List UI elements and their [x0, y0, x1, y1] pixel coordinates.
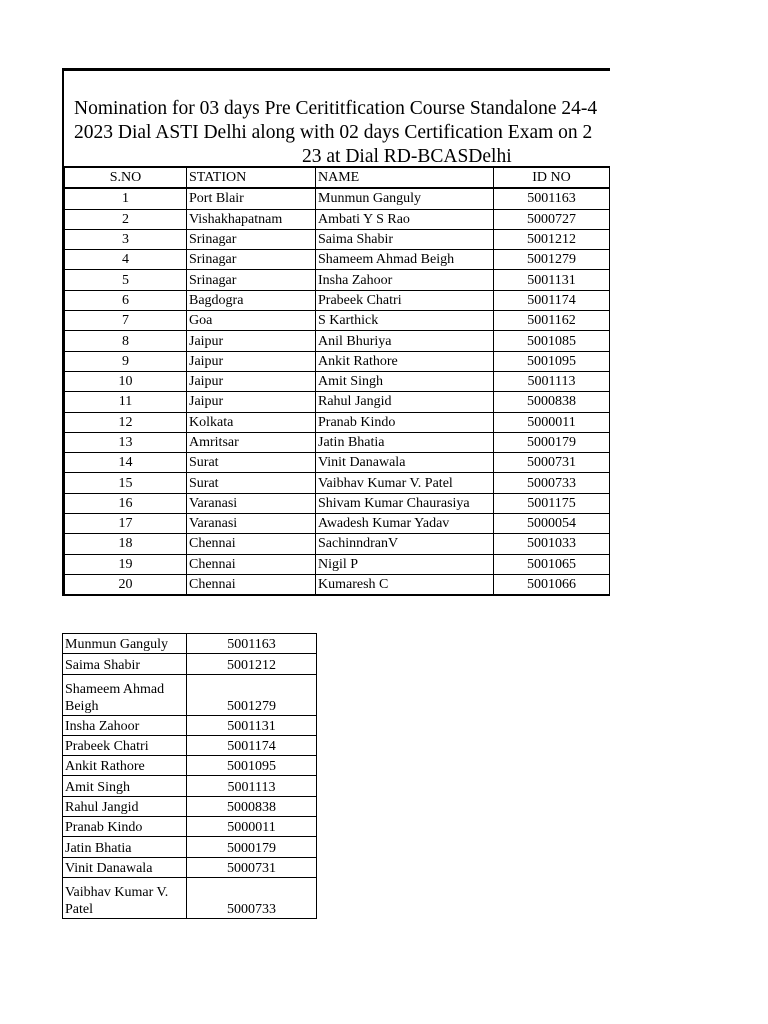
- cell-sno: 17: [65, 514, 187, 534]
- secondary-name: Vaibhav Kumar V. Patel: [63, 877, 187, 918]
- cell-sno: 1: [65, 188, 187, 209]
- secondary-name: Munmun Ganguly: [63, 634, 187, 654]
- list-item: [63, 654, 317, 674]
- table-row: [65, 331, 610, 351]
- secondary-name: Vinit Danawala: [63, 857, 187, 877]
- cell-id: 5000727: [494, 209, 610, 229]
- cell-id: 5001131: [494, 270, 610, 290]
- cell-station: Jaipur: [187, 351, 316, 371]
- cell-name: Saima Shabir: [316, 229, 494, 249]
- table-row: [65, 514, 610, 534]
- table-body: [65, 188, 610, 595]
- cell-station: Jaipur: [187, 331, 316, 351]
- list-item: [63, 674, 317, 715]
- table-row: [65, 270, 610, 290]
- cell-id: 5001163: [494, 188, 610, 209]
- table-row: [65, 290, 610, 310]
- table-row: [65, 493, 610, 513]
- cell-id: 5001033: [494, 534, 610, 554]
- secondary-id: 5001113: [187, 776, 317, 796]
- title-line-3: 23 at Dial RD-BCASDelhi: [302, 146, 512, 166]
- cell-sno: 9: [65, 351, 187, 371]
- cell-sno: 3: [65, 229, 187, 249]
- secondary-name: Pranab Kindo: [63, 817, 187, 837]
- cell-sno: 20: [65, 574, 187, 595]
- table-header-row: [65, 167, 610, 188]
- cell-station: Chennai: [187, 534, 316, 554]
- cell-station: Jaipur: [187, 392, 316, 412]
- table-row: [65, 473, 610, 493]
- cell-name: Pranab Kindo: [316, 412, 494, 432]
- cell-id: 5001113: [494, 371, 610, 391]
- secondary-id: 5000179: [187, 837, 317, 857]
- list-item: [63, 877, 317, 918]
- cell-id: 5001162: [494, 311, 610, 331]
- cell-station: Chennai: [187, 574, 316, 595]
- cell-sno: 12: [65, 412, 187, 432]
- list-item: [63, 756, 317, 776]
- cell-station: Port Blair: [187, 188, 316, 209]
- cell-id: 5000054: [494, 514, 610, 534]
- list-item: [63, 837, 317, 857]
- cell-sno: 11: [65, 392, 187, 412]
- secondary-table: [62, 633, 317, 919]
- secondary-id: 5001163: [187, 634, 317, 654]
- secondary-id: 5001174: [187, 735, 317, 755]
- cell-id: 5001066: [494, 574, 610, 595]
- cell-station: Goa: [187, 311, 316, 331]
- cell-sno: 2: [65, 209, 187, 229]
- header-sno: S.NO: [65, 167, 187, 188]
- cell-station: Jaipur: [187, 371, 316, 391]
- cell-station: Vishakhapatnam: [187, 209, 316, 229]
- cell-station: Bagdogra: [187, 290, 316, 310]
- secondary-name: Saima Shabir: [63, 654, 187, 674]
- table-row: [65, 432, 610, 452]
- secondary-id: 5001279: [187, 674, 317, 715]
- cell-id: 5001085: [494, 331, 610, 351]
- cell-id: 5000733: [494, 473, 610, 493]
- table-row: [65, 351, 610, 371]
- secondary-name: Shameem Ahmad Beigh: [63, 674, 187, 715]
- list-item: [63, 817, 317, 837]
- cell-name: Amit Singh: [316, 371, 494, 391]
- cell-name: SachinndranV: [316, 534, 494, 554]
- cell-name: Kumaresh C: [316, 574, 494, 595]
- list-item: [63, 776, 317, 796]
- cell-name: Vinit Danawala: [316, 453, 494, 473]
- cell-sno: 10: [65, 371, 187, 391]
- secondary-name: Rahul Jangid: [63, 796, 187, 816]
- cell-sno: 6: [65, 290, 187, 310]
- cell-sno: 19: [65, 554, 187, 574]
- table-row: [65, 412, 610, 432]
- list-item: [63, 735, 317, 755]
- secondary-id: 5000838: [187, 796, 317, 816]
- list-item: [63, 715, 317, 735]
- cell-name: Prabeek Chatri: [316, 290, 494, 310]
- secondary-id: 5001131: [187, 715, 317, 735]
- secondary-name: Ankit Rathore: [63, 756, 187, 776]
- table-row: [65, 188, 610, 209]
- cell-id: 5001212: [494, 229, 610, 249]
- header-station: STATION: [187, 167, 316, 188]
- title-line-2: 2023 Dial ASTI Delhi along with 02 days Certification Exam on 2: [74, 122, 593, 143]
- cell-id: 5001095: [494, 351, 610, 371]
- table-row: [65, 574, 610, 595]
- table-row: [65, 534, 610, 554]
- cell-sno: 8: [65, 331, 187, 351]
- cell-station: Srinagar: [187, 229, 316, 249]
- nomination-block: [62, 68, 610, 596]
- secondary-name: Prabeek Chatri: [63, 735, 187, 755]
- cell-station: Amritsar: [187, 432, 316, 452]
- cell-name: Insha Zahoor: [316, 270, 494, 290]
- secondary-id: 5000731: [187, 857, 317, 877]
- header-id: ID NO: [494, 167, 610, 188]
- secondary-id: 5000011: [187, 817, 317, 837]
- header-name: NAME: [316, 167, 494, 188]
- cell-id: 5000179: [494, 432, 610, 452]
- cell-id: 5000838: [494, 392, 610, 412]
- cell-name: Awadesh Kumar Yadav: [316, 514, 494, 534]
- secondary-table-body: [63, 634, 317, 919]
- title-line-1: Nomination for 03 days Pre Cerititfication Course Standalone 24-4: [74, 98, 598, 119]
- cell-id: 5001175: [494, 493, 610, 513]
- cell-sno: 7: [65, 311, 187, 331]
- secondary-name: Insha Zahoor: [63, 715, 187, 735]
- table-row: [65, 392, 610, 412]
- cell-sno: 4: [65, 250, 187, 270]
- cell-station: Srinagar: [187, 250, 316, 270]
- secondary-id: 5001095: [187, 756, 317, 776]
- cell-sno: 13: [65, 432, 187, 452]
- table-row: [65, 371, 610, 391]
- secondary-id: 5000733: [187, 877, 317, 918]
- cell-id: 5001279: [494, 250, 610, 270]
- cell-name: Vaibhav Kumar V. Patel: [316, 473, 494, 493]
- cell-station: Surat: [187, 473, 316, 493]
- cell-name: Ankit Rathore: [316, 351, 494, 371]
- cell-station: Surat: [187, 453, 316, 473]
- list-item: [63, 796, 317, 816]
- secondary-name: Jatin Bhatia: [63, 837, 187, 857]
- cell-name: Shameem Ahmad Beigh: [316, 250, 494, 270]
- cell-station: Srinagar: [187, 270, 316, 290]
- table-row: [65, 250, 610, 270]
- table-row: [65, 209, 610, 229]
- cell-id: 5001174: [494, 290, 610, 310]
- list-item: [63, 634, 317, 654]
- cell-station: Kolkata: [187, 412, 316, 432]
- cell-station: Chennai: [187, 554, 316, 574]
- cell-name: S Karthick: [316, 311, 494, 331]
- cell-sno: 15: [65, 473, 187, 493]
- cell-sno: 16: [65, 493, 187, 513]
- table-row: [65, 554, 610, 574]
- secondary-name: Amit Singh: [63, 776, 187, 796]
- cell-id: 5000731: [494, 453, 610, 473]
- cell-name: Anil Bhuriya: [316, 331, 494, 351]
- cell-name: Munmun Ganguly: [316, 188, 494, 209]
- secondary-id: 5001212: [187, 654, 317, 674]
- list-item: [63, 857, 317, 877]
- table-row: [65, 229, 610, 249]
- cell-station: Varanasi: [187, 493, 316, 513]
- cell-id: 5001065: [494, 554, 610, 574]
- cell-name: Shivam Kumar Chaurasiya: [316, 493, 494, 513]
- cell-station: Varanasi: [187, 514, 316, 534]
- cell-id: 5000011: [494, 412, 610, 432]
- page-title: [64, 71, 610, 166]
- table-row: [65, 311, 610, 331]
- table-row: [65, 453, 610, 473]
- cell-name: Ambati Y S Rao: [316, 209, 494, 229]
- cell-name: Nigil P: [316, 554, 494, 574]
- cell-name: Jatin Bhatia: [316, 432, 494, 452]
- nomination-table: [64, 166, 610, 596]
- cell-name: Rahul Jangid: [316, 392, 494, 412]
- cell-sno: 14: [65, 453, 187, 473]
- cell-sno: 18: [65, 534, 187, 554]
- cell-sno: 5: [65, 270, 187, 290]
